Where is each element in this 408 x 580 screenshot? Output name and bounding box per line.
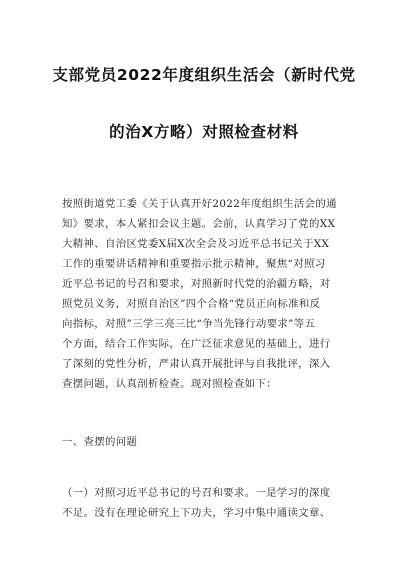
intro-paragraph xyxy=(62,194,352,394)
intro-line: 向指标，对照”三学三亮三比“争当先锋行动要求”等五 xyxy=(62,318,316,330)
subsection-line: 不足。没有在理论研究上下功夫，学习中集中通读文章、 xyxy=(62,507,331,519)
intro-line: 个方面，结合工作实际，在广泛征求意见的基础上，进行 xyxy=(62,338,331,350)
intro-line: 照党员义务，对照自治区”四个合格“党员正向标准和反 xyxy=(62,298,321,310)
intro-line: 知》要求，本人紧扣会议主题。会前，认真学习了党的XX xyxy=(62,218,336,230)
intro-line: 查摆问题，认真剖析检查。现对照检查如下： xyxy=(62,378,277,390)
document-title-line-2: 的治X方略）对照检查材料 xyxy=(109,123,299,141)
subsection-paragraph xyxy=(62,483,352,523)
intro-line: 按照街道党工委《关于认真开好2022年度组织生活会的通 xyxy=(62,198,337,210)
intro-line: 工作的重要讲话精神和重要指示批示精神，聚焦“对照习 xyxy=(62,258,326,270)
intro-line: 近平总书记的号召和要求，对照新时代党的治疆方略，对 xyxy=(62,278,331,290)
subsection-line: （一）对照习近平总书记的号召和要求。一是学习的深度 xyxy=(62,487,331,499)
intro-line: 大精神、自治区党委X届X次全会及习近平总书记关于XX xyxy=(62,238,330,250)
intro-line: 了深刻的党性分析，严肃认真开展批评与自我批评，深入 xyxy=(62,358,331,370)
document-title-line-1: 支部党员2022年度组织生活会（新时代党 xyxy=(52,66,356,84)
section-heading: 一、查摆的问题 xyxy=(62,436,138,448)
